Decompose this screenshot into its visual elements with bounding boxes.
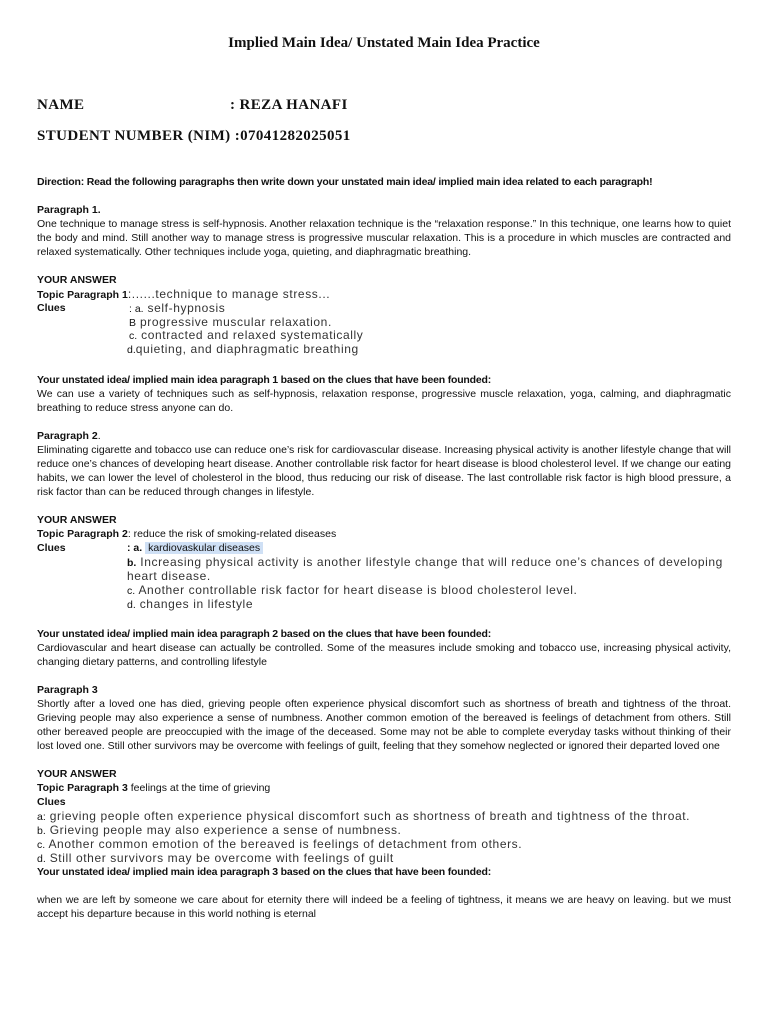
clue-2b-continued: heart disease. <box>127 569 211 583</box>
topic-1-row <box>37 287 330 302</box>
clue-1a: : a. self-hypnosis <box>129 301 226 315</box>
topic-3-row <box>37 781 270 795</box>
clue-2b: b. Increasing physical activity is another lifestyle change that will reduce one’s chances of developing <box>127 555 723 569</box>
main-idea-1: We can use a variety of techniques such as self-hypnosis, relaxation response, progressive muscle relaxation, yoga, calming, and diaphragmatic breathing to reduce stress anyone can do. <box>37 388 731 414</box>
student-number: STUDENT NUMBER (NIM) :07041282025051 <box>37 128 351 144</box>
paragraph-1-heading: Paragraph 1. <box>37 204 101 216</box>
main-idea-2: Cardiovascular and heart disease can actually be controlled. Some of the measures include smoking and tobacco use, increasing physical activity, changing dietary patterns, and controlling lifestyle <box>37 642 731 668</box>
main-idea-2-heading: Your unstated idea/ implied main idea paragraph 2 based on the clues that have been founded: <box>37 628 491 640</box>
clues-3-label: Clues <box>37 796 66 808</box>
topic-2-label: Topic Paragraph 2 <box>37 528 128 540</box>
clue-1b: B progressive muscular relaxation. <box>129 315 332 329</box>
topic-1-value: :......technique to manage stress... <box>127 287 331 301</box>
clue-1c: c. contracted and relaxed systematically <box>129 328 364 342</box>
clue-3b: b. Grieving people may also experience a sense of numbness. <box>37 823 402 837</box>
name-value: : REZA HANAFI <box>230 97 348 113</box>
clues-2-label: Clues <box>37 542 66 554</box>
topic-1-label: Topic Paragraph 1 <box>37 289 128 301</box>
main-idea-3: when we are left by someone we care about for eternity there will indeed be a feeling of tightness, it means we are heavy on leaving. but we must accept his departure because in this world nothing is eternal <box>37 894 731 920</box>
direction: Direction: Read the following paragraphs then write down your unstated main idea/ implied main idea related to each paragraph! <box>37 176 653 188</box>
highlighted-text: kardiovaskular diseases <box>145 542 263 554</box>
topic-2-value: : reduce the risk of smoking-related diseases <box>127 528 337 540</box>
answer-2-heading: YOUR ANSWER <box>37 514 117 526</box>
topic-3-label: Topic Paragraph 3 <box>37 782 128 794</box>
topic-2-row <box>37 527 336 541</box>
clue-3c: c. Another common emotion of the bereaved is feelings of detachment from others. <box>37 837 523 851</box>
clue-2c: c. Another controllable risk factor for heart disease is blood cholesterol level. <box>127 583 578 597</box>
paragraph-2-heading-row: Paragraph 2. <box>37 430 101 442</box>
topic-3-value: feelings at the time of grieving <box>127 782 271 794</box>
clue-1d: d.quieting, and diaphragmatic breathing <box>127 342 359 356</box>
paragraph-2-text: Eliminating cigarette and tobacco use can reduce one’s risk for cardiovascular disease. Increasing physical activity is another lifestyle change that will reduce one’s chances of developing heart disease. Another controllable risk factor for heart disease is blood cholesterol level. If we change our eating habits, we can lower the level of cholesterol in the blood, thus reducing our risk of disease. The last controllable risk factor is high blood pressure, a risk factor than can be reduced through changes in lifestyle. <box>37 444 731 498</box>
name-label: NAME <box>37 97 85 113</box>
clue-3d: d. Still other survivors may be overcome with feelings of guilt <box>37 851 394 865</box>
main-idea-1-heading: Your unstated idea/ implied main idea paragraph 1 based on the clues that have been founded: <box>37 374 491 386</box>
paragraph-3-heading: Paragraph 3 <box>37 684 98 696</box>
answer-3-heading: YOUR ANSWER <box>37 768 117 780</box>
answer-1-heading: YOUR ANSWER <box>37 274 117 286</box>
clues-1-label: Clues <box>37 302 66 314</box>
main-idea-3-heading: Your unstated idea/ implied main idea paragraph 3 based on the clues that have been founded: <box>37 866 491 878</box>
clue-2a: : a. kardiovaskular diseases <box>127 541 263 555</box>
clue-2d: d. changes in lifestyle <box>127 597 254 611</box>
paragraph-1-text: One technique to manage stress is self-hypnosis. Another relaxation technique is the “relaxation response.” In this technique, one learns how to quiet the body and mind. Still another way to manage stress is progressive muscular relaxation. This is a procedure in which muscles are contracted and relaxed systematically. Other techniques include yoga, quieting, and diaphragmatic breathing. <box>37 218 731 258</box>
paragraph-3-text: Shortly after a loved one has died, grieving people often experience physical discomfort such as shortness of breath and tightness of the throat. Grieving people may also experience a sense of numbness. Another common emotion of the bereaved is feelings of detachment from others. Still other bereaved people are preoccupied with the image of the deceased. Some may not be able to complete everyday tasks without thinking of their lost loved one. Still other survivors may be overcome with feelings of guilt, feeling that they somehow neglected or ignored their departed loved one <box>37 698 731 752</box>
paragraph-2-heading: Paragraph 2 <box>37 430 98 442</box>
document-title: Implied Main Idea/ Unstated Main Idea Practice <box>228 35 540 51</box>
clue-3a: a: grieving people often experience physical discomfort such as shortness of breath and tightness of the throat. <box>37 809 691 823</box>
